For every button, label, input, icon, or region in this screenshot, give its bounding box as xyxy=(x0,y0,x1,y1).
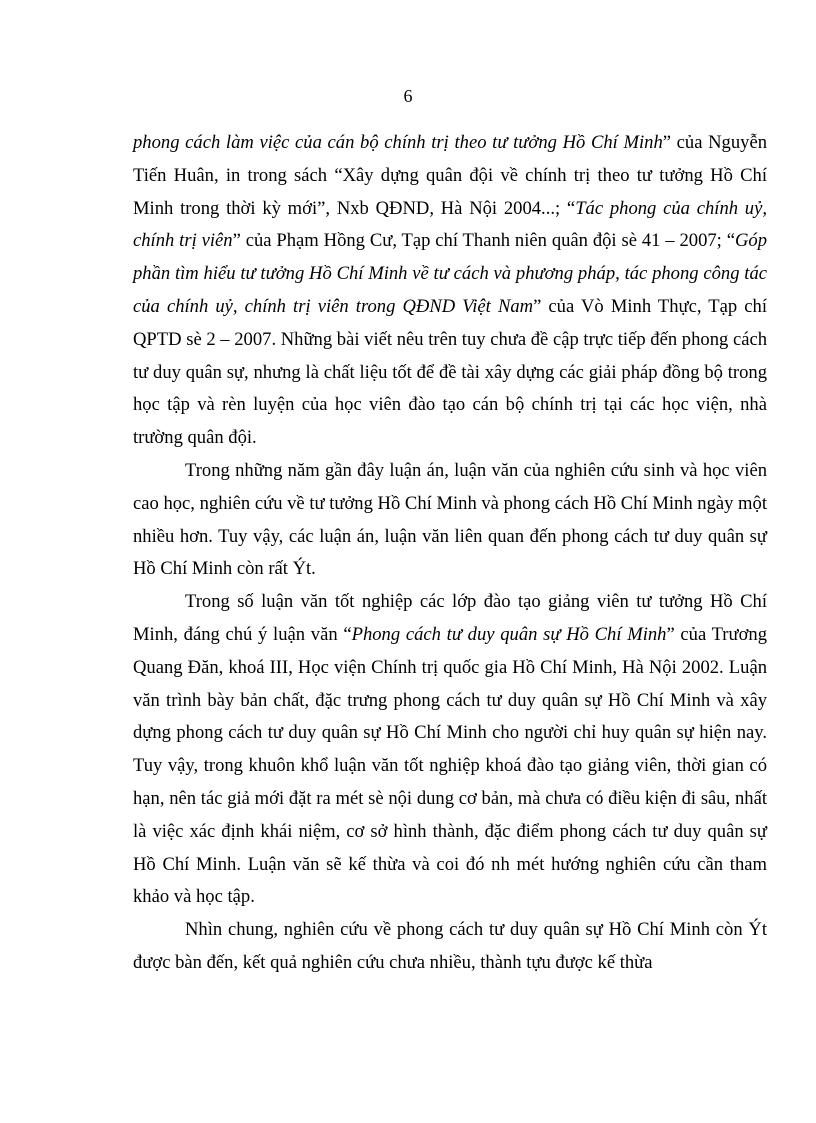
paragraph-2 xyxy=(133,455,767,586)
text-run: Nhìn chung, nghiên cứu về phong cách tư duy quân sự Hồ Chí Minh còn Ýt được bàn đến, kết quả nghiên cứu chưa nhiều, thành tựu được kế thừa xyxy=(133,919,767,973)
italic-run: Phong cách tư duy quân sự Hồ Chí Minh xyxy=(351,623,667,645)
paragraph-3 xyxy=(133,586,767,914)
text-run: ” của Trương Quang Đăn, khoá III, Học viện Chính trị quốc gia Hồ Chí Minh, Hà Nội 2002. Luận văn trình bày bản chất, đặc trưng phong cách tư duy quân sự Hồ Chí Minh và xây dựng phong cách tư duy quân sự Hồ Chí Minh cho người chỉ huy quân sự hiện nay. Tuy vậy, trong khuôn khổ luận văn tốt nghiệp khoá đào tạo giảng viên, thời gian có hạn, nên tác giả mới đặt ra mét sè nội dung cơ bản, mà chưa có điều kiện đi sâu, nhất là việc xác định khái niệm, cơ sở hình thành, đặc điểm phong cách tư duy quân sự Hồ Chí Minh. Luận văn sẽ kế thừa và coi đó nh mét hướng nghiên cứu cần tham khảo và học tập. xyxy=(133,623,768,908)
paragraph-4 xyxy=(133,914,767,980)
paragraph-1 xyxy=(133,127,767,455)
italic-run: Góp phần tìm hiểu tư tưởng Hồ Chí Minh về tư cách và phương pháp, tác phong công tác của chính uỷ, chính trị viên trong QĐND Việt Nam xyxy=(133,230,767,317)
body-text xyxy=(133,127,767,980)
text-run: ” của Vò Minh Thực, Tạp chí QPTD sè 2 – 2007. Những bài viết nêu trên tuy chưa đề cập trực tiếp đến phong cách tư duy quân sự, nhưng là chất liệu tốt để đề tài xây dựng các giải pháp đồng bộ trong học tập và rèn luyện của học viên đào tạo cán bộ chính trị tại các học viện, nhà trường quân đội. xyxy=(133,295,767,449)
text-run: Trong số luận văn tốt nghiệp các lớp đào tạo giảng viên tư tưởng Hồ Chí Minh, đáng chú ý luận văn “ xyxy=(133,591,767,645)
text-run: ” của Phạm Hồng Cư, Tạp chí Thanh niên quân đội sè 41 – 2007; “ xyxy=(232,230,735,252)
italic-run: phong cách làm việc của cán bộ chính trị theo tư tưởng Hồ Chí Minh xyxy=(133,132,663,153)
text-run: ” của Nguyễn Tiến Huân, in trong sách “Xây dựng quân đội về chính trị theo tư tưởng Hồ Chí Minh trong thời kỳ mới”, Nxb QĐND, Hà Nội 2004...; “ xyxy=(133,132,767,219)
italic-run: Tác phong của chính uỷ, chính trị viên xyxy=(133,197,768,252)
text-run: Trong những năm gần đây luận án, luận văn của nghiên cứu sinh và học viên cao học, nghiên cứu về tư tưởng Hồ Chí Minh và phong cách Hồ Chí Minh ngày một nhiều hơn. Tuy vậy, các luận án, luận văn liên quan đến phong cách tư duy quân sự Hồ Chí Minh còn rất Ýt. xyxy=(133,459,767,580)
page-number: 6 xyxy=(403,86,413,106)
